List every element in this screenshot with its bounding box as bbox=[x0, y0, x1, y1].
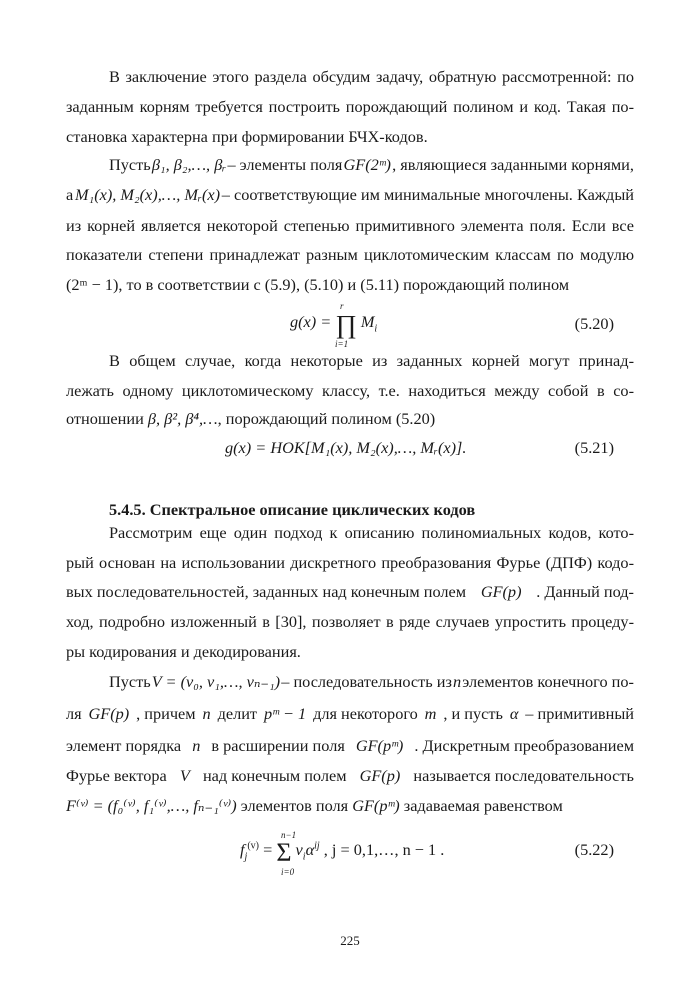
word: над конечным полем bbox=[202, 766, 347, 785]
text-line bbox=[66, 582, 634, 602]
eq-sub: i bbox=[374, 323, 378, 335]
math-gfp: GF(p) bbox=[359, 766, 401, 785]
text-line: заданным корням требуется построить порождающий полином и код. Такая по- bbox=[66, 97, 634, 116]
text-line: рый основан на использовании дискретного преобразования Фурье (ДПФ) кодо- bbox=[66, 553, 634, 572]
word: ля bbox=[66, 704, 82, 723]
math-field: GF(2ᵐ) bbox=[343, 155, 391, 174]
math-n: n bbox=[453, 672, 462, 691]
text-line: В общем случае, когда некоторые из заданных корней могут принад- bbox=[109, 351, 634, 370]
text-line bbox=[66, 766, 634, 786]
equation-number: (5.21) bbox=[574, 438, 614, 457]
eq-rhs: M bbox=[360, 312, 375, 331]
equation-5-20 bbox=[290, 310, 378, 339]
text-line: ход, подробно изложенный в [30], позволяет в ряде случаев упростить процеду- bbox=[66, 612, 634, 631]
product-sign: ∏ bbox=[335, 310, 357, 339]
text-line: лежать одному циклотомическому классу, т.е. находиться между собой в со- bbox=[66, 381, 634, 400]
math-n: n bbox=[192, 736, 201, 755]
math-beta-powers: β, β², β⁴,… bbox=[147, 409, 218, 428]
text-line: В заключение этого раздела обсудим задачу, обратную рассмотренной: по bbox=[109, 67, 634, 86]
math-pm1: pᵐ − 1 bbox=[263, 704, 307, 723]
text-line: показатели степени принадлежат разным циклотомическим классам по модулю bbox=[66, 245, 634, 264]
math-alpha: α bbox=[509, 704, 519, 723]
text-line bbox=[66, 796, 634, 816]
word: для некоторого bbox=[313, 704, 418, 723]
word: , являющиеся заданными корнями, bbox=[392, 155, 634, 174]
eq-rsub: i bbox=[302, 851, 306, 863]
word: . Дискретным преобразованием bbox=[414, 736, 634, 755]
eq-sub: j bbox=[244, 851, 248, 863]
eq-lhs: f bbox=[240, 840, 245, 859]
word: , порождающий полином (5.20) bbox=[217, 409, 436, 428]
math-gfpm: GF(pᵐ) bbox=[352, 796, 400, 815]
word: . Данный под- bbox=[536, 582, 634, 601]
eq-alpha: α bbox=[305, 840, 315, 859]
text-line bbox=[109, 155, 634, 175]
eq-sup: (v) bbox=[247, 840, 259, 852]
word: делит bbox=[217, 704, 258, 723]
math-vector-v: V = (v₀, v₁,…, vₙ₋₁) bbox=[151, 672, 281, 691]
sum-sign: Σ bbox=[276, 838, 292, 867]
math-betas: β₁, β₂,…, βᵣ bbox=[151, 155, 227, 174]
math-gfpm: GF(pᵐ) bbox=[355, 736, 404, 755]
word: , и пусть bbox=[443, 704, 503, 723]
eq-rhs: v bbox=[295, 840, 303, 859]
math-vector-f: F⁽ᵛ⁾ = (f₀⁽ᵛ⁾, f₁⁽ᵛ⁾,…, fₙ₋₁⁽ᵛ⁾) bbox=[66, 796, 237, 815]
text-line bbox=[66, 736, 634, 756]
word: , причем bbox=[136, 704, 196, 723]
text-line: из корней является некоторой степенью примитивного элемента поля. Если все bbox=[66, 216, 634, 235]
eq-rsup: ij bbox=[314, 840, 320, 852]
math-min-polys: M₁(x), M₂(x),…, Mᵣ(x) bbox=[74, 185, 221, 204]
word: – примитивный bbox=[525, 704, 634, 723]
word: Пусть bbox=[109, 672, 151, 691]
word: а bbox=[66, 185, 74, 204]
text-line: Рассмотрим еще один подход к описанию полиномиальных кодов, кото- bbox=[109, 523, 634, 542]
product-lower-limit: i=1 bbox=[335, 339, 349, 349]
product-upper-limit: r bbox=[340, 301, 344, 311]
word: называется последовательность bbox=[413, 766, 634, 785]
word: – элементы поля bbox=[227, 155, 343, 174]
word: – соответствующие им минимальные многочлены. Каждый bbox=[221, 185, 634, 204]
sum-lower-limit: i=0 bbox=[281, 867, 295, 877]
eq-condition: , j = 0,1,…, n − 1 . bbox=[323, 840, 445, 859]
word: элементов конечного по- bbox=[462, 672, 634, 691]
math-V: V bbox=[179, 766, 190, 785]
eq-lhs: g(x) = bbox=[290, 312, 332, 331]
word: , то в соответствии с (5.9), (5.10) и (5.11) порождающий полином bbox=[118, 275, 570, 294]
sum-upper-limit: n−1 bbox=[281, 830, 297, 840]
page-number: 225 bbox=[340, 933, 360, 948]
word: задаваемая равенством bbox=[403, 796, 563, 815]
math-modulus: (2ᵐ − 1) bbox=[66, 275, 119, 294]
word: вых последовательностей, заданных над конечным полем bbox=[66, 582, 467, 601]
word: Фурье вектора bbox=[66, 766, 167, 785]
word: элемент порядка bbox=[66, 736, 182, 755]
text-line bbox=[66, 185, 634, 205]
math-gfp: GF(p) bbox=[88, 704, 130, 723]
text-line bbox=[109, 672, 634, 692]
text-line: ры кодирования и декодирования. bbox=[66, 642, 301, 661]
math-n: n bbox=[202, 704, 211, 723]
text-line bbox=[66, 409, 634, 429]
math-m: m bbox=[424, 704, 437, 723]
equation-5-22 bbox=[240, 838, 445, 867]
word: – последовательность из bbox=[281, 672, 452, 691]
text-line bbox=[66, 704, 634, 724]
text-line bbox=[66, 275, 634, 295]
word: отношении bbox=[66, 409, 144, 428]
equation-number: (5.20) bbox=[574, 314, 614, 333]
equation-number: (5.22) bbox=[574, 840, 614, 859]
section-heading: 5.4.5. Спектральное описание циклических кодов bbox=[109, 500, 476, 519]
word: элементов поля bbox=[240, 796, 349, 815]
math-gfp: GF(p) bbox=[480, 582, 522, 601]
word: Пусть bbox=[109, 155, 151, 174]
text-line: становка характерна при формировании БЧХ-кодов. bbox=[66, 127, 428, 146]
eq-equals: = bbox=[263, 840, 273, 859]
equation-5-21: g(x) = НОК[M₁(x), M₂(x),…, Mᵣ(x)]. bbox=[225, 438, 467, 457]
word: в расширении поля bbox=[211, 736, 345, 755]
